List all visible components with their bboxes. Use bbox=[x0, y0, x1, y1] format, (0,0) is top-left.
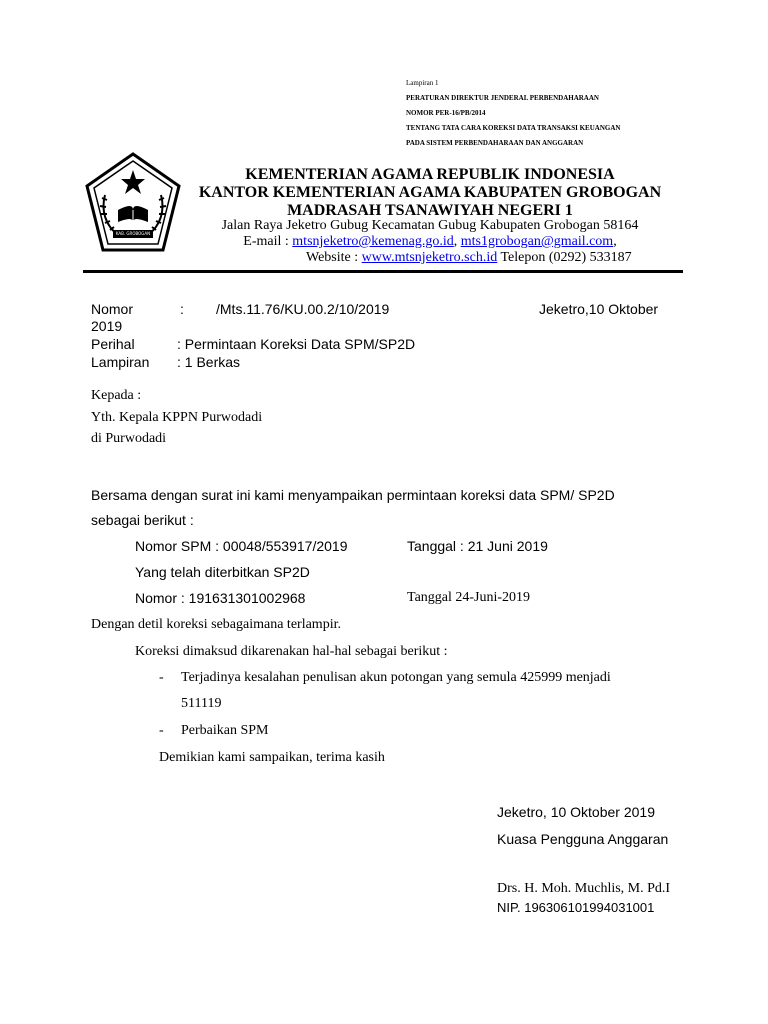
email-link-1[interactable]: mtsnjeketro@kemenag.go.id bbox=[292, 234, 454, 249]
bullet-1-line-2: 511119 bbox=[181, 696, 222, 711]
letterhead-divider bbox=[83, 270, 683, 273]
lampiran-label: Lampiran bbox=[91, 354, 150, 370]
letter-year: 2019 bbox=[91, 318, 123, 334]
lampiran-line-3: NOMOR PER-16/PB/2014 bbox=[406, 109, 486, 117]
email-link-2[interactable]: mts1grobogan@gmail.com bbox=[460, 234, 614, 249]
body-intro-line-2: sebagai berikut : bbox=[91, 512, 194, 528]
signature-place-date: Jeketro, 10 Oktober 2019 bbox=[497, 804, 655, 820]
letterhead-office: KANTOR KEMENTERIAN AGAMA KABUPATEN GROBOGAN bbox=[198, 184, 662, 201]
email-end: , bbox=[613, 234, 617, 249]
recipient-location: di Purwodadi bbox=[91, 431, 167, 446]
lampiran-value: : 1 Berkas bbox=[177, 354, 241, 370]
website-link[interactable]: www.mtsnjeketro.sch.id bbox=[361, 250, 498, 265]
lampiran-line-5: PADA SISTEM PERBENDAHARAAN DAN ANGGARAN bbox=[406, 139, 584, 147]
recipient-yth: Yth. Kepala KPPN Purwodadi bbox=[91, 410, 263, 425]
bullet-2-dash: - bbox=[159, 723, 164, 738]
spm-number: Nomor SPM : 00048/553917/2019 bbox=[135, 538, 348, 554]
nomor-value: /Mts.11.76/KU.00.2/10/2019 bbox=[216, 301, 390, 317]
letterhead-website-line bbox=[306, 250, 632, 266]
perihal-label: Perihal bbox=[91, 336, 135, 352]
signature-name: Drs. H. Moh. Muchlis, M. Pd.I bbox=[497, 881, 671, 896]
bullet-1-line-1: Terjadinya kesalahan penulisan akun potongan yang semula 425999 menjadi bbox=[181, 670, 611, 685]
body-intro-line-1: Bersama dengan surat ini kami menyampaikan permintaan koreksi data SPM/ SP2D bbox=[91, 487, 615, 503]
bullet-1-dash: - bbox=[159, 670, 164, 685]
perihal-value: : Permintaan Koreksi Data SPM/SP2D bbox=[177, 336, 416, 352]
letterhead-email-line bbox=[170, 234, 690, 250]
lampiran-line-2: PERATURAN DIREKTUR JENDERAL PERBENDAHARAAN bbox=[406, 94, 599, 102]
sp2d-number: Nomor : 191631301002968 bbox=[135, 590, 306, 606]
website-label: Website : bbox=[306, 250, 362, 265]
letter-place-date: Jeketro,10 Oktober bbox=[539, 301, 659, 317]
body-detail: Dengan detil koreksi sebagaimana terlampir. bbox=[91, 617, 341, 632]
nomor-label: Nomor bbox=[91, 301, 134, 317]
email-separator: , bbox=[453, 234, 461, 249]
lampiran-line-1: Lampiran 1 bbox=[406, 79, 439, 87]
bullet-2-text: Perbaikan SPM bbox=[181, 723, 269, 738]
body-closing: Demikian kami sampaikan, terima kasih bbox=[159, 750, 385, 765]
spm-date: Tanggal : 21 Juni 2019 bbox=[407, 538, 548, 554]
signature-role: Kuasa Pengguna Anggaran bbox=[497, 831, 669, 847]
recipient-kepada: Kepada : bbox=[91, 388, 142, 403]
letterhead-address: Jalan Raya Jeketro Gubug Kecamatan Gubug Kabupaten Grobogan 58164 bbox=[221, 218, 639, 233]
ministry-logo bbox=[83, 150, 183, 260]
sp2d-issued: Yang telah diterbitkan SP2D bbox=[135, 564, 310, 580]
sp2d-date: Tanggal 24-Juni-2019 bbox=[407, 590, 531, 605]
lampiran-line-4: TENTANG TATA CARA KOREKSI DATA TRANSAKSI KEUANGAN bbox=[406, 124, 621, 132]
nomor-colon: : bbox=[180, 301, 184, 317]
logo-banner-text: KAB. GROBOGAN bbox=[115, 231, 151, 236]
email-label: E-mail : bbox=[243, 234, 293, 249]
letterhead-school: MADRASAH TSANAWIYAH NEGERI 1 bbox=[287, 202, 573, 219]
phone-text: Telepon (0292) 533187 bbox=[497, 250, 632, 265]
body-reason: Koreksi dimaksud dikarenakan hal-hal sebagai berikut : bbox=[135, 644, 448, 659]
letterhead-ministry: KEMENTERIAN AGAMA REPUBLIK INDONESIA bbox=[245, 166, 615, 183]
signature-nip: NIP. 196306101994031001 bbox=[497, 900, 655, 915]
